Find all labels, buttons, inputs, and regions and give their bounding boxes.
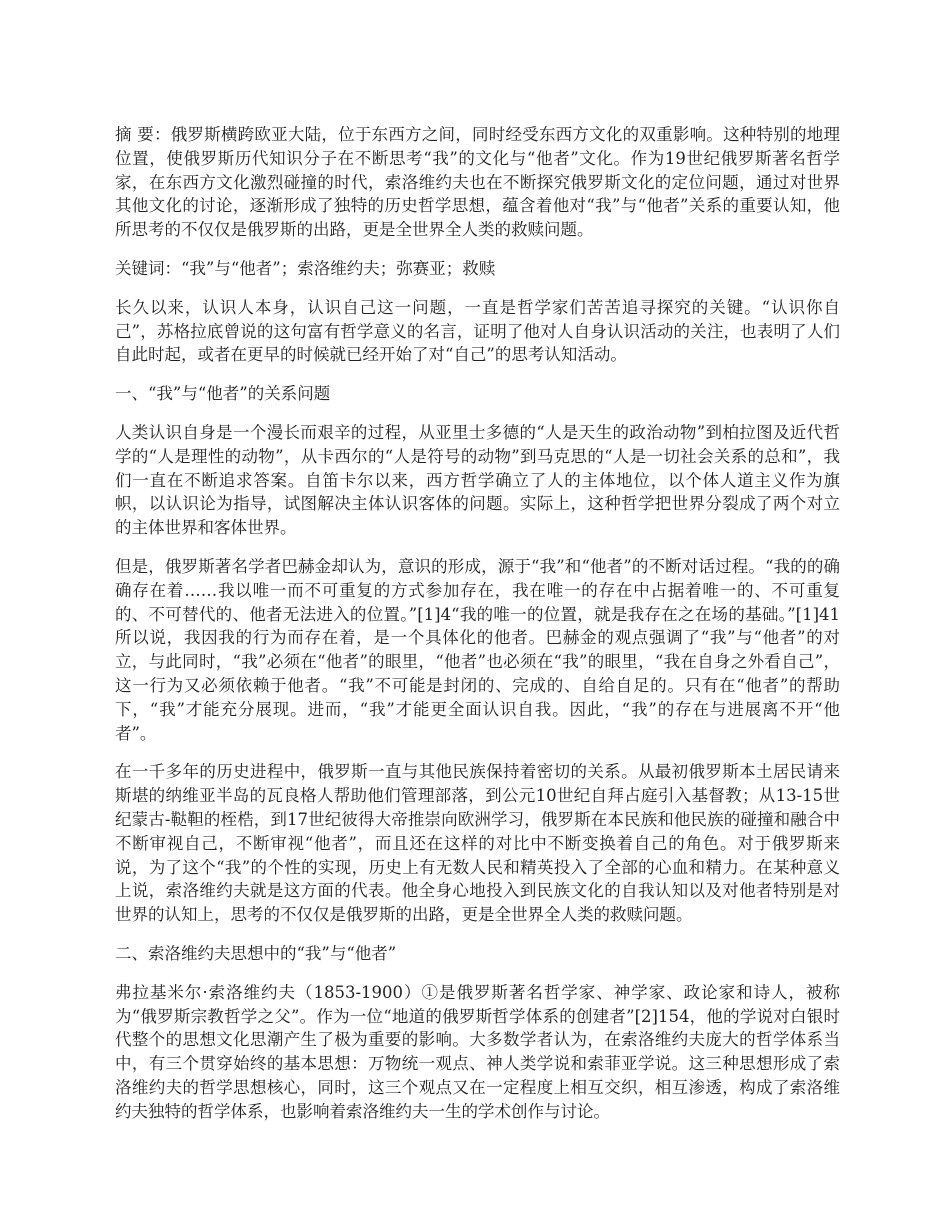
section-1-paragraph-2: 但是，俄罗斯著名学者巴赫金却认为，意识的形成，源于“我”和“他者”的不断对话过程。“我的的确确存在着……我以唯一而不可重复的方式参加存在，我在唯一的存在中占据着唯一的、不可重复的、不可替代的、他者无法进入的位置。”[1]4“我的唯一的位置，就是我存在之在场的基础。”[1]41所以说，我因我的行为而存在着，是一个具体化的他者。巴赫金的观点强调了“我”与“他者”的对立，与此同时，“我”必须在“他者”的眼里，“他者”也必须在“我”的眼里，“我在自身之外看自己”，这一行为又必须依赖于他者。“我”不可能是封闭的、完成的、自给自足的。只有在“他者”的帮助下，“我”才能充分展现。进而，“我”才能更全面认识自我。因此，“我”的存在与进展离不开“他者”。 [115,556,840,743]
section-2-paragraph-1: 弗拉基米尔·索洛维约夫（1853-1900）①是俄罗斯著名哲学家、神学家、政论家和诗人，被称为“俄罗斯宗教哲学之父”。作为一位“地道的俄罗斯哲学体系的创建者”[2]154，他的学说对白银时代整个的思想文化思潮产生了极为重要的影响。大多数学者认为，在索洛维约夫庞大的哲学体系当中，有三个贯穿始终的基本思想：万物统一观点、神人类学说和索菲亚学说。这三种思想形成了索洛维约夫的哲学思想核心，同时，这三个观点又在一定程度上相互交织，相互渗透，构成了索洛维约夫独特的哲学体系，也影响着索洛维约夫一生的学术创作与讨论。 [115,982,840,1121]
section-1-paragraph-3: 在一千多年的历史进程中，俄罗斯一直与其他民族保持着密切的关系。从最初俄罗斯本土居民请来斯堪的纳维亚半岛的瓦良格人帮助他们管理部落，到公元10世纪自拜占庭引入基督教；从13-15世纪蒙古-鞑靼的桎梏，到17世纪彼得大帝推崇向欧洲学习，俄罗斯在本民族和他民族的碰撞和融合中不断审视自己，不断审视“他者”，而且还在这样的对比中不断变换着自己的角色。对于俄罗斯来说，为了这个“我”的个性的实现，历史上有无数人民和精英投入了全部的心血和精力。在某种意义上说，索洛维约夫就是这方面的代表。他全身心地投入到民族文化的自我认知以及对他者特别是对世界的认知上，思考的不仅仅是俄罗斯的出路，更是全世界全人类的救赎问题。 [115,762,840,925]
section-1-heading: 一、“我”与“他者”的关系问题 [115,384,331,404]
section-1-paragraph-1: 人类认识自身是一个漫长而艰辛的过程，从亚里士多德的“人是天生的政治动物”到柏拉图及近代哲学的“人是理性的动物”，从卡西尔的“人是符号的动物”到马克思的“人是一切社会关系的总和”，我们一直在不断追求答案。自笛卡尔以来，西方哲学确立了人的主体地位，以个体人道主义作为旗帜，以认识论为指导，试图解决主体认识客体的问题。实际上，这种哲学把世界分裂成了两个对立的主体世界和客体世界。 [115,422,840,538]
section-2-heading: 二、索洛维约夫思想中的“我”与“他者” [115,943,397,963]
keywords-line: 关键词：“我”与“他者”；索洛维约夫；弥赛亚；救赎 [115,258,496,278]
intro-paragraph: 长久以来，认识人本身，认识自己这一问题，一直是哲学家们苦苦追寻探究的关键。“认识你自己”，苏格拉底曾说的这句富有哲学意义的名言，证明了他对人自身认识活动的关注，也表明了人们自此时起，或者在更早的时候就已经开始了对“自己”的思考认知活动。 [115,297,840,365]
abstract-paragraph: 摘 要：俄罗斯横跨欧亚大陆，位于东西方之间，同时经受东西方文化的双重影响。这种特别的地理位置，使俄罗斯历代知识分子在不断思考“我”的文化与“他者”文化。作为19世纪俄罗斯著名哲学家，在东西方文化激烈碰撞的时代，索洛维约夫也在不断探究俄罗斯文化的定位问题，通过对世界其他文化的讨论，逐渐形成了独特的历史哲学思想，蕴含着他对“我”与“他者”关系的重要认知，他所思考的不仅仅是俄罗斯的出路，更是全世界全人类的救赎问题。 [115,125,840,240]
